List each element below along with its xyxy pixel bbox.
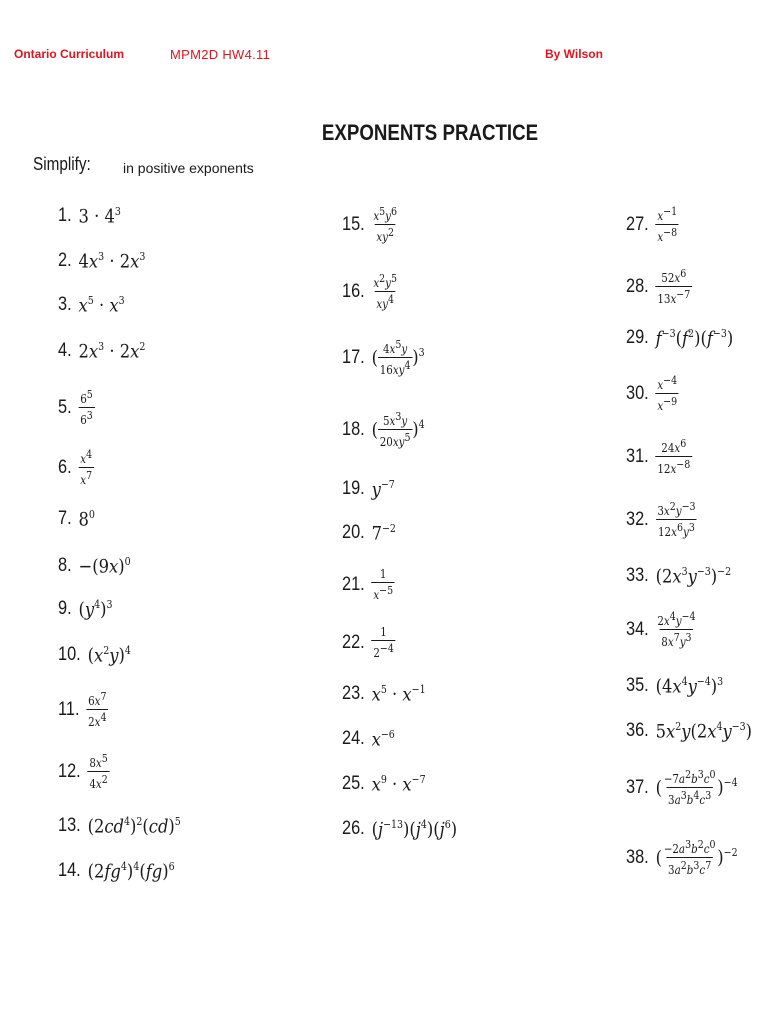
problem-number: 2. bbox=[58, 250, 72, 272]
problem-7: 7. $8^0$ bbox=[58, 508, 95, 531]
header-course-code: MPM2D HW4.11 bbox=[170, 47, 271, 62]
problem-32: 32. $\frac{3x^2y^{-3}}{12x^6y^3}$ bbox=[626, 500, 696, 539]
problem-14: 14. $(2fg^4)^4(fg)^6$ bbox=[58, 860, 175, 883]
problem-22: 22. $\frac{1}{2^{-4}}$ bbox=[342, 625, 394, 660]
problem-number: 33. bbox=[626, 565, 649, 587]
problem-25: 25. $x^9 \cdot x^{-7}$ bbox=[342, 773, 426, 796]
problem-number: 20. bbox=[342, 522, 365, 544]
problem-6: 6. $\frac{x^4}{x^7}$ bbox=[58, 448, 93, 487]
problem-number: 9. bbox=[58, 598, 72, 620]
problem-9: 9. $(y^4)^3$ bbox=[58, 598, 113, 621]
problem-number: 31. bbox=[626, 445, 649, 467]
problem-number: 12. bbox=[58, 760, 81, 782]
problem-number: 22. bbox=[342, 631, 365, 653]
problem-38: 38. ( $\frac{-2a^3b^2c^0}{3a^2b^3c^7}$ )$^{-2}$ bbox=[626, 838, 738, 877]
problem-37: 37. ( $\frac{-7a^2b^3c^0}{3a^3b^4c^3}$ )$^{-4}$ bbox=[626, 768, 738, 807]
problem-28: 28. $\frac{52x^6}{13x^{-7}}$ bbox=[626, 267, 691, 306]
problem-2: 2. $4x^3 \cdot 2x^3$ bbox=[58, 250, 146, 273]
problem-number: 25. bbox=[342, 773, 365, 795]
problem-17: 17. ( $\frac{4x^5y}{16xy^4}$ )$^3$ bbox=[342, 338, 425, 377]
problem-number: 35. bbox=[626, 675, 649, 697]
problem-number: 38. bbox=[626, 846, 649, 868]
problem-number: 26. bbox=[342, 818, 365, 840]
problem-number: 5. bbox=[58, 396, 72, 418]
problem-27: 27. $\frac{x^{-1}}{x^{-8}}$ bbox=[626, 205, 678, 244]
instruction-note: in positive exponents bbox=[123, 160, 254, 176]
problem-number: 3. bbox=[58, 294, 72, 316]
problem-number: 21. bbox=[342, 573, 365, 595]
problem-number: 16. bbox=[342, 280, 365, 302]
problem-number: 19. bbox=[342, 478, 365, 500]
problem-number: 29. bbox=[626, 327, 649, 349]
problem-number: 28. bbox=[626, 275, 649, 297]
problem-number: 23. bbox=[342, 683, 365, 705]
problem-number: 32. bbox=[626, 508, 649, 530]
problem-number: 17. bbox=[342, 346, 365, 368]
problem-number: 34. bbox=[626, 618, 649, 640]
problem-8: 8. $-(9x)^0$ bbox=[58, 555, 131, 578]
problem-24: 24. $x^{-6}$ bbox=[342, 728, 395, 751]
problem-20: 20. $7^{-2}$ bbox=[342, 522, 396, 545]
problem-number: 1. bbox=[58, 205, 72, 227]
problem-number: 8. bbox=[58, 555, 72, 577]
problem-18: 18. ( $\frac{5x^3y}{20xy^5}$ )$^4$ bbox=[342, 410, 425, 449]
problem-number: 36. bbox=[626, 720, 649, 742]
problem-1: 1. $3 \cdot 4^3$ bbox=[58, 205, 121, 228]
problem-33: 33. $(2x^3y^{-3})^{-2}$ bbox=[626, 565, 732, 588]
problem-23: 23. $x^5 \cdot x^{-1}$ bbox=[342, 683, 426, 706]
problem-5: 5. $\frac{6^5}{6^3}$ bbox=[58, 388, 93, 427]
header-curriculum: Ontario Curriculum bbox=[14, 47, 125, 61]
problem-number: 13. bbox=[58, 815, 81, 837]
problem-30: 30. $\frac{x^{-4}}{x^{-9}}$ bbox=[626, 374, 678, 413]
problem-36: 36. $5x^2y(2x^4y^{-3})$ bbox=[626, 720, 753, 743]
header-author: By Wilson bbox=[545, 47, 603, 61]
problem-number: 6. bbox=[58, 456, 72, 478]
problem-number: 27. bbox=[626, 213, 649, 235]
problem-26: 26. $(j^{-13})(j^4)(j^6)$ bbox=[342, 818, 458, 841]
problem-number: 18. bbox=[342, 418, 365, 440]
problem-number: 10. bbox=[58, 644, 81, 666]
problem-number: 37. bbox=[626, 776, 649, 798]
problem-19: 19. $y^{-7}$ bbox=[342, 478, 395, 501]
problem-number: 14. bbox=[58, 860, 81, 882]
page-title: EXPONENTS PRACTICE bbox=[321, 120, 539, 145]
problem-number: 24. bbox=[342, 728, 365, 750]
problem-29: 29. $f^{-3}(f^2)(f^{-3})$ bbox=[626, 327, 734, 350]
problem-34: 34. $\frac{2x^4y^{-4}}{8x^7y^3}$ bbox=[626, 610, 696, 649]
problem-16: 16. $\frac{x^2y^5}{xy^4}$ bbox=[342, 272, 398, 311]
problem-31: 31. $\frac{24x^6}{12x^{-8}}$ bbox=[626, 437, 691, 476]
problem-4: 4. $2x^3 \cdot 2x^2$ bbox=[58, 340, 146, 363]
problem-number: 4. bbox=[58, 340, 72, 362]
problem-13: 13. $(2cd^4)^2(cd)^5$ bbox=[58, 815, 181, 838]
problem-11: 11. $\frac{6x^7}{2x^4}$ bbox=[58, 690, 107, 729]
problem-number: 11. bbox=[58, 698, 80, 720]
problem-3: 3. $x^5 \cdot x^3$ bbox=[58, 294, 125, 317]
problem-number: 30. bbox=[626, 382, 649, 404]
problem-21: 21. $\frac{1}{x^{-5}}$ bbox=[342, 567, 394, 602]
problem-10: 10. $(x^2y)^4$ bbox=[58, 644, 131, 667]
problem-12: 12. $\frac{8x^5}{4x^2}$ bbox=[58, 752, 108, 791]
problem-number: 15. bbox=[342, 213, 365, 235]
problem-15: 15. $\frac{x^5y^6}{xy^2}$ bbox=[342, 205, 398, 244]
instruction-label: Simplify: bbox=[33, 154, 91, 174]
problem-number: 7. bbox=[58, 508, 72, 530]
problem-35: 35. $(4x^4y^{-4})^3$ bbox=[626, 675, 724, 698]
